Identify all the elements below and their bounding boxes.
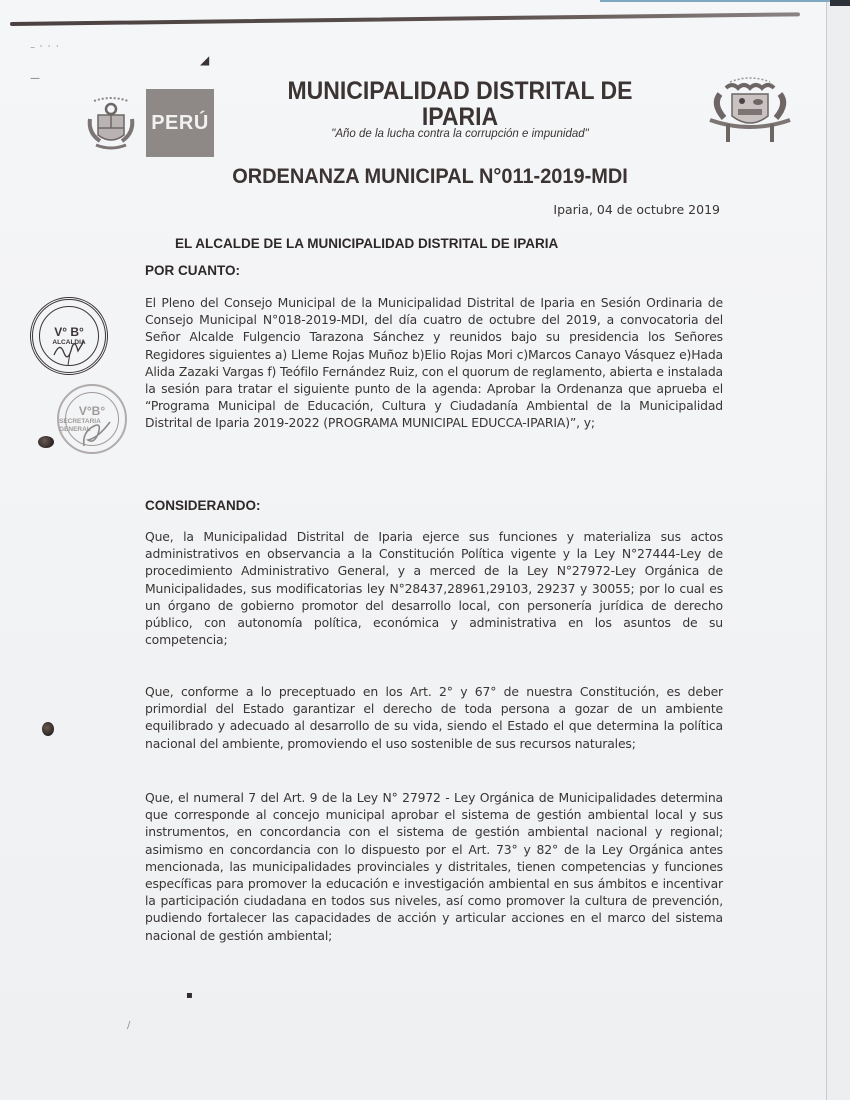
organization-name-line2: IPARIA bbox=[421, 103, 499, 131]
paragraph-por-cuanto: El Pleno del Consejo Municipal de la Municipalidad Distrital de Iparia en Sesión Ordinaria de Consejo Municipal N°018-2019-MDI, del día cuatro de octubre del 2019, a convocatoria del Señor Alcalde Fulgencio Tarazona Sánchez y reunidos bajo su presidencia los Señores Regidores siguientes a) Lleme Rojas Muñoz b)Elio Rojas Mori c)Marcos Canayo Vásquez e)Hada Alida Zazaki Vargas f) Teófilo Fernández Ruiz, con el quorum de reglamento, abierta e instalada la sesión para tratar el siguiente punto de la agenda: Aprobar la Ordenanza que aprueba el “Programa Municipal de Educación, Cultura y Ciudadanía Ambiental de la Municipalidad Distrital de Iparia 2019-2022 (PROGRAMA MUNICIPAL EDUCCA-IPARIA)”, y; bbox=[145, 295, 723, 431]
organization-name-line1: MUNICIPALIDAD DISTRITAL DE bbox=[287, 77, 633, 105]
scan-artifact: ◢ bbox=[200, 53, 210, 67]
stamp-vb-text: V°B° bbox=[78, 403, 106, 418]
scan-artifact: ⁻ ˙ ˙ ˙ bbox=[30, 45, 60, 56]
scan-artifact: — bbox=[30, 73, 40, 84]
issuer-heading: EL ALCALDE DE LA MUNICIPALIDAD DISTRITAL DE IPARIA bbox=[175, 236, 559, 251]
punch-hole-mark bbox=[38, 436, 54, 448]
peru-coat-of-arms-icon bbox=[86, 93, 136, 155]
section-heading-por-cuanto: POR CUANTO: bbox=[145, 263, 241, 278]
section-heading-considerando: CONSIDERANDO: bbox=[145, 498, 261, 513]
peru-badge: PERÚ bbox=[146, 89, 214, 157]
scan-artifact: / bbox=[127, 1020, 131, 1031]
paragraph-considerando-3: Que, el numeral 7 del Art. 9 de la Ley N° 27972 - Ley Orgánica de Municipalidades determina que corresponde al concejo municipal aprobar el sistema de gestión ambiental local y sus instrumentos, en concordancia con el sistema de gestión ambiental nacional y regional; asimismo en concordancia con lo dispuesto por el Art. 73° y 82° de la Ley Orgánica antes mencionada, las municipalidades provinciales y distritales, tienen competencias y funciones específicas para promover la educación e investigación ambiental en sus ámbitos e incentivar la participación ciudadana en todos sus niveles, así como promover la cultura de prevención, pudiendo fortalecer las capacidades de acción y articular acciones en el marco del sistema nacional de gestión ambiental; bbox=[145, 790, 723, 943]
stamp-role-text: SECRETARIA GENERAL bbox=[59, 417, 101, 433]
punch-hole-mark bbox=[42, 722, 54, 736]
stamp-role-text: ALCALDIA bbox=[52, 338, 86, 346]
iparia-municipal-crest-icon bbox=[700, 76, 800, 146]
scanner-edge-top bbox=[600, 0, 830, 2]
organization-name bbox=[258, 78, 663, 130]
scan-artifact: ▪ bbox=[186, 990, 193, 1001]
scanner-corner bbox=[830, 0, 850, 6]
scanner-edge bbox=[827, 0, 850, 1100]
paragraph-considerando-1: Que, la Municipalidad Distrital de Iparia ejerce sus funciones y materializa sus actos administrativos en observancia a la Constitución Política vigente y la Ley N°27444-Ley de procedimiento Administrativo General, y a merced de la Ley N°27972-Ley Orgánica de Municipalidades, sus modificatorias ley N°28437,28961,29103, 29237 y 30055; por lo cual es un órgano de gobierno promotor del desarrollo local, con personería jurídica de derecho público, con autonomía política, económica y administrativa en los asuntos de su competencia; bbox=[145, 529, 723, 648]
stamp-vb-text: V° B° bbox=[54, 324, 84, 339]
signature-icon bbox=[50, 335, 90, 365]
year-motto: "Año de la lucha contra la corrupción e impunidad" bbox=[331, 128, 589, 140]
ordinance-title: ORDENANZA MUNICIPAL N°011-2019-MDI bbox=[232, 165, 628, 188]
signature-icon bbox=[78, 412, 118, 452]
paragraph-considerando-2: Que, conforme a lo preceptuado en los Art. 2° y 67° de nuestra Constitución, es deber primordial del Estado garantizar el derecho de toda persona a gozar de un ambiente equilibrado y adecuado al desarrollo de su vida, siendo el Estado el que determina la política nacional del ambiente, promoviendo el uso sostenible de sus recursos naturales; bbox=[145, 684, 723, 751]
place-date: Iparia, 04 de octubre 2019 bbox=[553, 202, 720, 217]
